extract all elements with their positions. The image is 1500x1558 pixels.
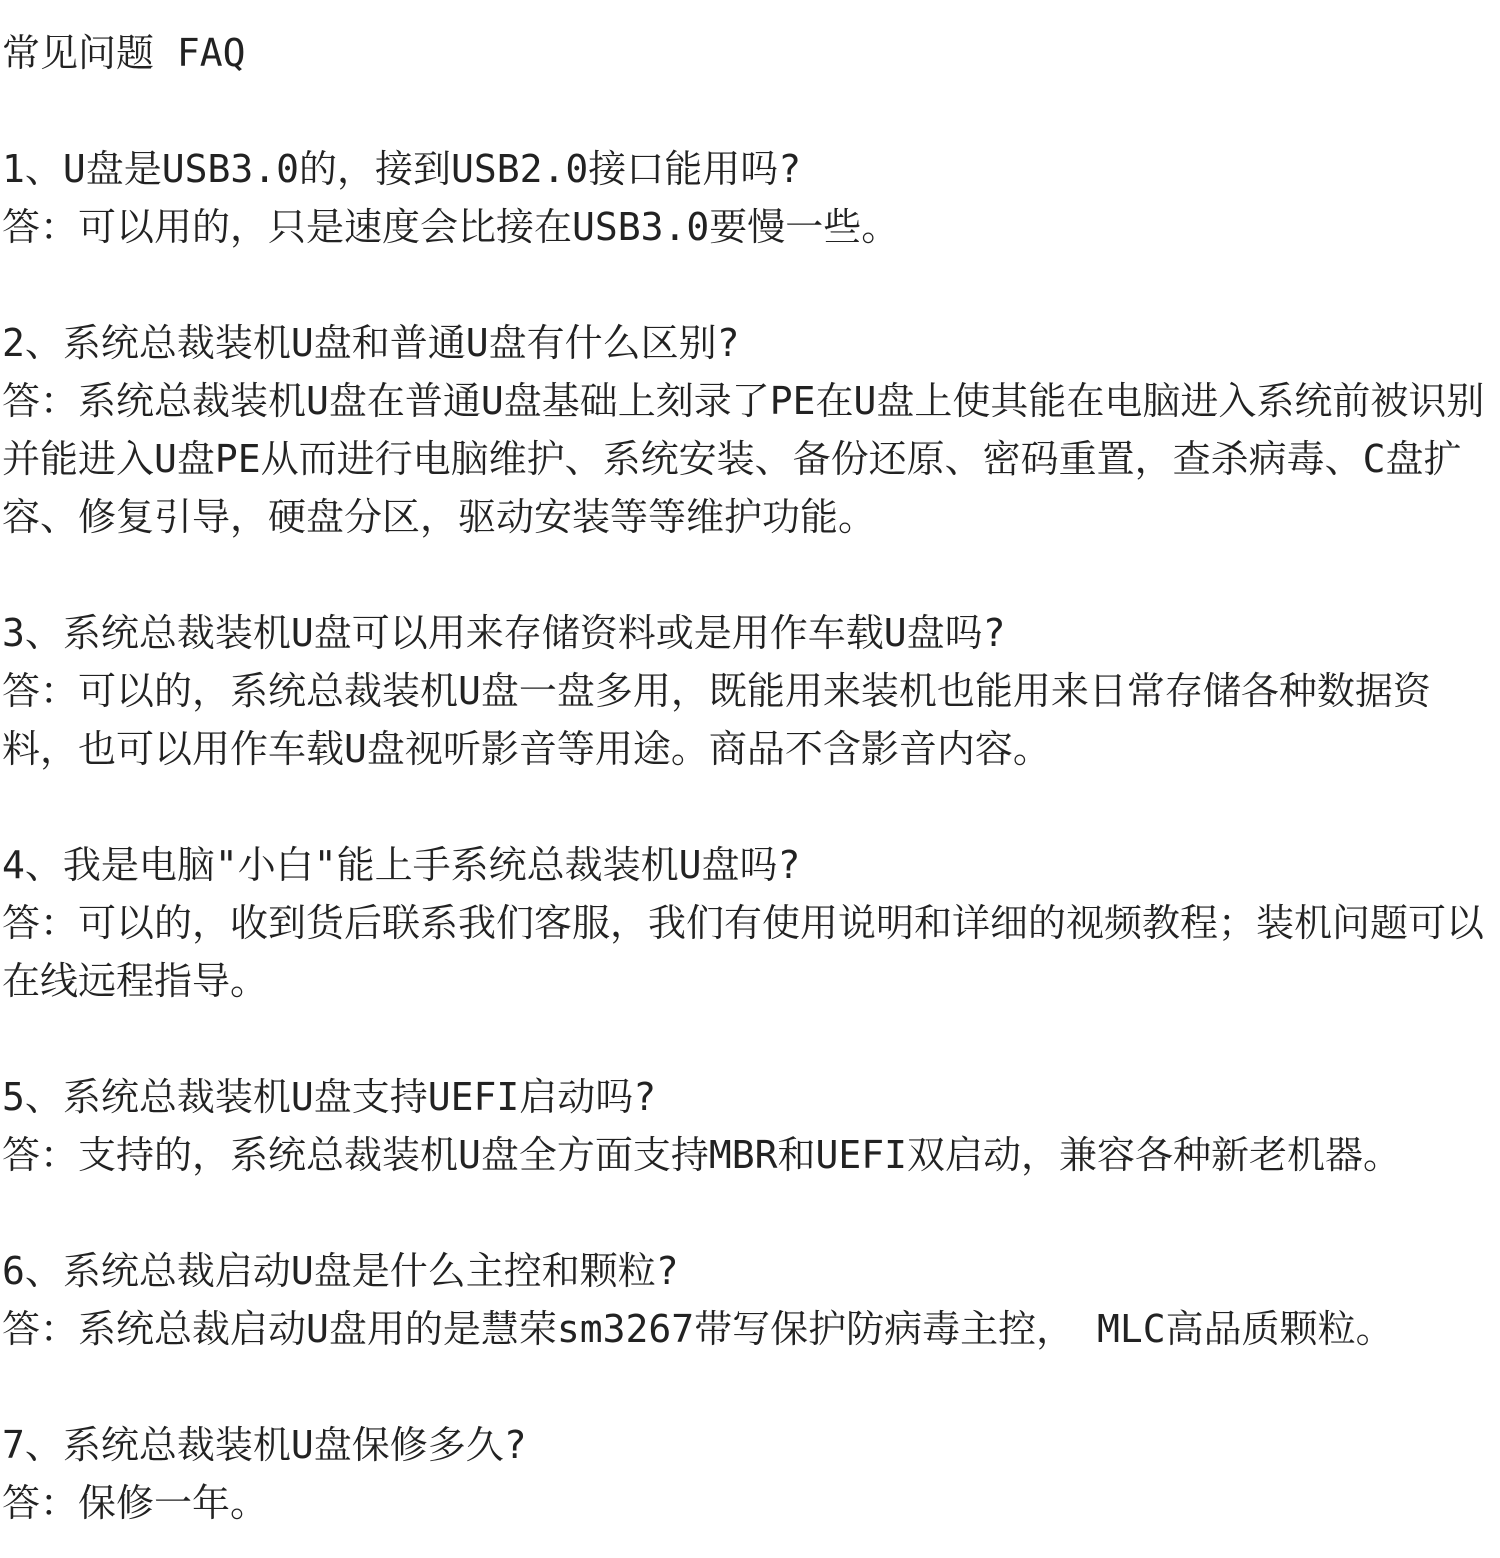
faq-item-2 [2, 314, 1498, 546]
faq-question-1: 1、U盘是USB3.0的，接到USB2.0接口能用吗? [2, 147, 802, 191]
faq-item-1 [2, 140, 1498, 256]
faq-answer-1: 答：可以用的，只是速度会比接在USB3.0要慢一些。 [2, 205, 900, 249]
faq-question-3: 3、系统总裁装机U盘可以用来存储资料或是用作车载U盘吗? [2, 611, 1006, 655]
faq-answer-7: 答：保修一年。 [2, 1481, 269, 1525]
faq-item-6 [2, 1242, 1498, 1358]
faq-item-5 [2, 1068, 1498, 1184]
faq-answer-5: 答：支持的，系统总裁装机U盘全方面支持MBR和UEFI双启动，兼容各种新老机器。 [2, 1133, 1402, 1177]
page-title: 常见问题 FAQ [2, 31, 246, 75]
faq-question-2: 2、系统总裁装机U盘和普通U盘有什么区别? [2, 321, 740, 365]
faq-question-7: 7、系统总裁装机U盘保修多久? [2, 1423, 527, 1467]
faq-question-5: 5、系统总裁装机U盘支持UEFI启动吗? [2, 1075, 657, 1119]
faq-answer-6: 答：系统总裁启动U盘用的是慧荣sm3267带写保护防病毒主控， MLC高品质颗粒。 [2, 1307, 1394, 1351]
faq-item-4 [2, 836, 1498, 1010]
faq-answer-3: 答：可以的，系统总裁装机U盘一盘多用，既能用来装机也能用来日常存储各种数据资料，也可以用作车载U盘视听影音等用途。商品不含影音内容。 [2, 669, 1431, 771]
faq-question-6: 6、系统总裁启动U盘是什么主控和颗粒? [2, 1249, 679, 1293]
faq-answer-2: 答：系统总裁装机U盘在普通U盘基础上刻录了PE在U盘上使其能在电脑进入系统前被识别并能进入U盘PE从而进行电脑维护、系统安装、备份还原、密码重置，查杀病毒、C盘扩容、修复引导，硬盘分区，驱动安装等等维护功能。 [2, 379, 1485, 539]
faq-question-4: 4、我是电脑"小白"能上手系统总裁装机U盘吗? [2, 843, 801, 887]
faq-item-3 [2, 604, 1498, 778]
faq-item-7 [2, 1416, 1498, 1532]
faq-answer-4: 答：可以的，收到货后联系我们客服，我们有使用说明和详细的视频教程；装机问题可以在线远程指导。 [2, 901, 1485, 1003]
